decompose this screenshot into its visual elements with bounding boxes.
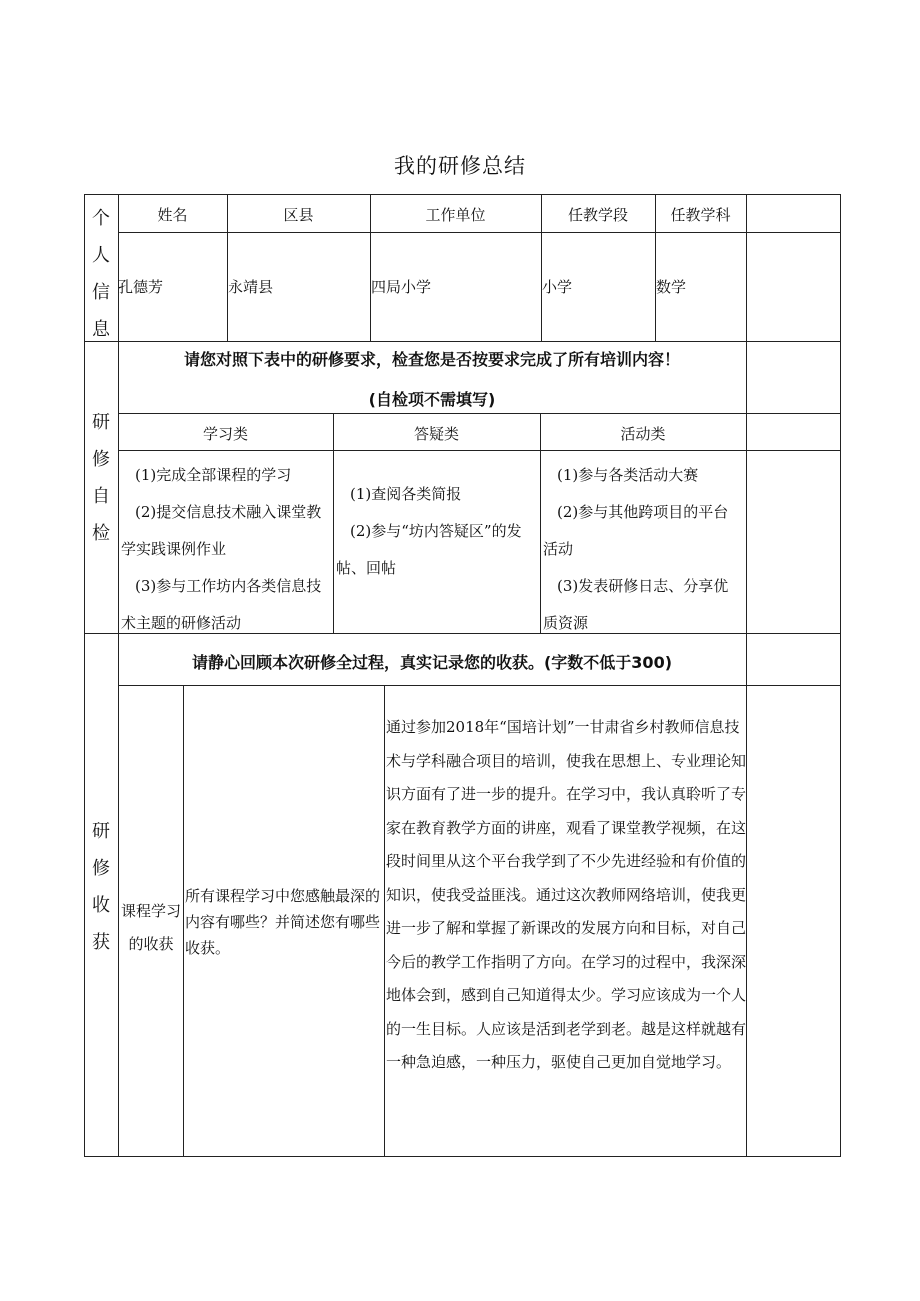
value-subject: 数学 [656, 278, 687, 296]
category-study: 学习类 [202, 425, 248, 443]
self-check-instruction: 请您对照下表中的研修要求，检查您是否按要求完成了所有培训内容！ [183, 350, 680, 369]
harvest-instruction: 请静心回顾本次研修全过程，真实记录您的收获。(字数不低于300) [191, 653, 673, 672]
header-name: 姓名 [157, 206, 188, 224]
list-item: (3)参与工作坊内各类信息技术主题的研修活动 [121, 577, 322, 632]
header-workplace: 工作单位 [425, 206, 486, 224]
list-item: (2)提交信息技术融入课堂教学实践课例作业 [121, 503, 322, 558]
harvest-label: 研修收获 [92, 821, 110, 953]
category-activity: 活动类 [620, 425, 666, 443]
harvest-answer: 通过参加2018年“国培计划”一甘肃省乡村教师信息技术与学科融合项目的培训，使我在思想上、专业理论知识方面有了进一步的提升。在学习中，我认真聆听了专家在教育教学方面的讲座，观看了课堂教学视频，在这段时间里从这个平台我学到了不少先进经验和有价值的知识，使我受益匪浅。通过这次教师网络培训，使我更进一步了解和掌握了新课改的发展方向和目标，对自己今后的教学工作指明了方向。在学习的过程中，我深深地体会到，感到自己知道得太少。学习应该成为一个人的一生目标。人应该是活到老学到老。越是这样就越有一种急迫感，一种压力，驱使自己更加自觉地学习。 [386, 718, 747, 1071]
self-check-label: 研修自检 [92, 412, 110, 544]
qa-items [336, 476, 536, 587]
value-name: 孔德芳 [118, 278, 164, 296]
personal-info-label: 个人信息 [92, 208, 110, 340]
activity-items [543, 457, 743, 642]
page-title: 我的研修总结 [394, 154, 526, 178]
list-item: (1)完成全部课程的学习 [135, 466, 292, 484]
category-qa: 答疑类 [413, 425, 459, 443]
list-item: (2)参与其他跨项目的平台活动 [543, 503, 729, 558]
value-workplace: 四局小学 [371, 278, 432, 296]
self-check-note: (自检项不需填写) [368, 390, 496, 409]
course-harvest-label: 课程学习的收获 [120, 902, 181, 953]
header-school-level: 任教学段 [567, 206, 628, 224]
list-item: (2)参与“坊内答疑区”的发帖、回帖 [336, 522, 522, 577]
header-district: 区县 [283, 206, 314, 224]
list-item: (1)查阅各类简报 [350, 485, 462, 503]
study-items [121, 457, 331, 642]
value-school-level: 小学 [542, 278, 573, 296]
value-district: 永靖县 [228, 278, 274, 296]
harvest-question: 所有课程学习中您感触最深的内容有哪些？并简述您有哪些收获。 [185, 887, 381, 957]
header-subject: 任教学科 [670, 206, 731, 224]
list-item: (1)参与各类活动大赛 [557, 466, 699, 484]
list-item: (3)发表研修日志、分享优质资源 [543, 577, 729, 632]
